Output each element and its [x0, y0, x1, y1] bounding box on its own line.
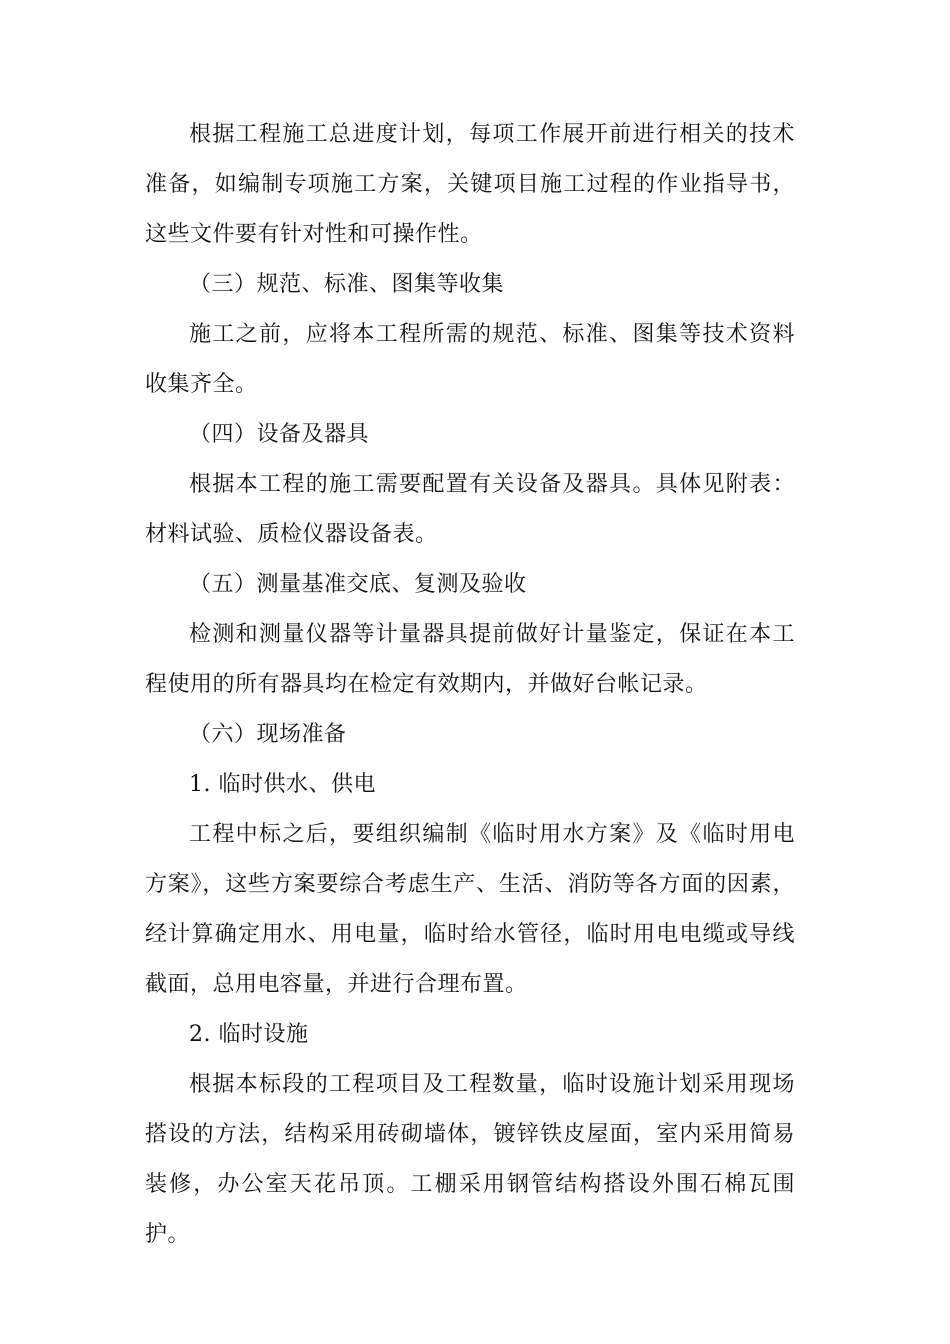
heading-site-preparation: （六）现场准备	[189, 722, 347, 747]
paragraph-standards-collection: 施工之前，应将本工程所需的规范、标准、图集等技术资料收集齐全。	[145, 322, 795, 397]
heading-equipment: （四）设备及器具	[189, 422, 370, 447]
heading-survey-baseline: （五）测量基准交底、复测及验收	[189, 572, 527, 597]
paragraph-water-power: 工程中标之后，要组织编制《临时用水方案》及《临时用电方案》，这些方案要综合考虑生产、生活、消防等各方面的因素，经计算确定用水、用电量，临时给水管径，临时用电电缆或导线截面，总用电容量，并进行合理布置。	[145, 822, 795, 997]
paragraph-temporary-facilities: 根据本标段的工程项目及工程数量，临时设施计划采用现场搭设的方法，结构采用砖砌墙体，镀锌铁皮屋面，室内采用简易装修，办公室天花吊顶。工棚采用钢管结构搭设外围石棉瓦围护。	[145, 1072, 795, 1247]
paragraph-equipment: 根据本工程的施工需要配置有关设备及器具。具体见附表：材料试验、质检仪器设备表。	[145, 472, 795, 547]
paragraph-technical-preparation: 根据工程施工总进度计划，每项工作展开前进行相关的技术准备，如编制专项施工方案，关键项目施工过程的作业指导书，这些文件要有针对性和可操作性。	[145, 122, 795, 247]
subheading-water-power: 1. 临时供水、供电	[189, 772, 376, 797]
paragraph-survey-baseline: 检测和测量仪器等计量器具提前做好计量鉴定，保证在本工程使用的所有器具均在检定有效期内，并做好台帐记录。	[145, 622, 795, 697]
document-page	[145, 110, 795, 1260]
subheading-temporary-facilities: 2. 临时设施	[189, 1022, 309, 1047]
heading-standards-collection: （三）规范、标准、图集等收集	[189, 272, 505, 297]
